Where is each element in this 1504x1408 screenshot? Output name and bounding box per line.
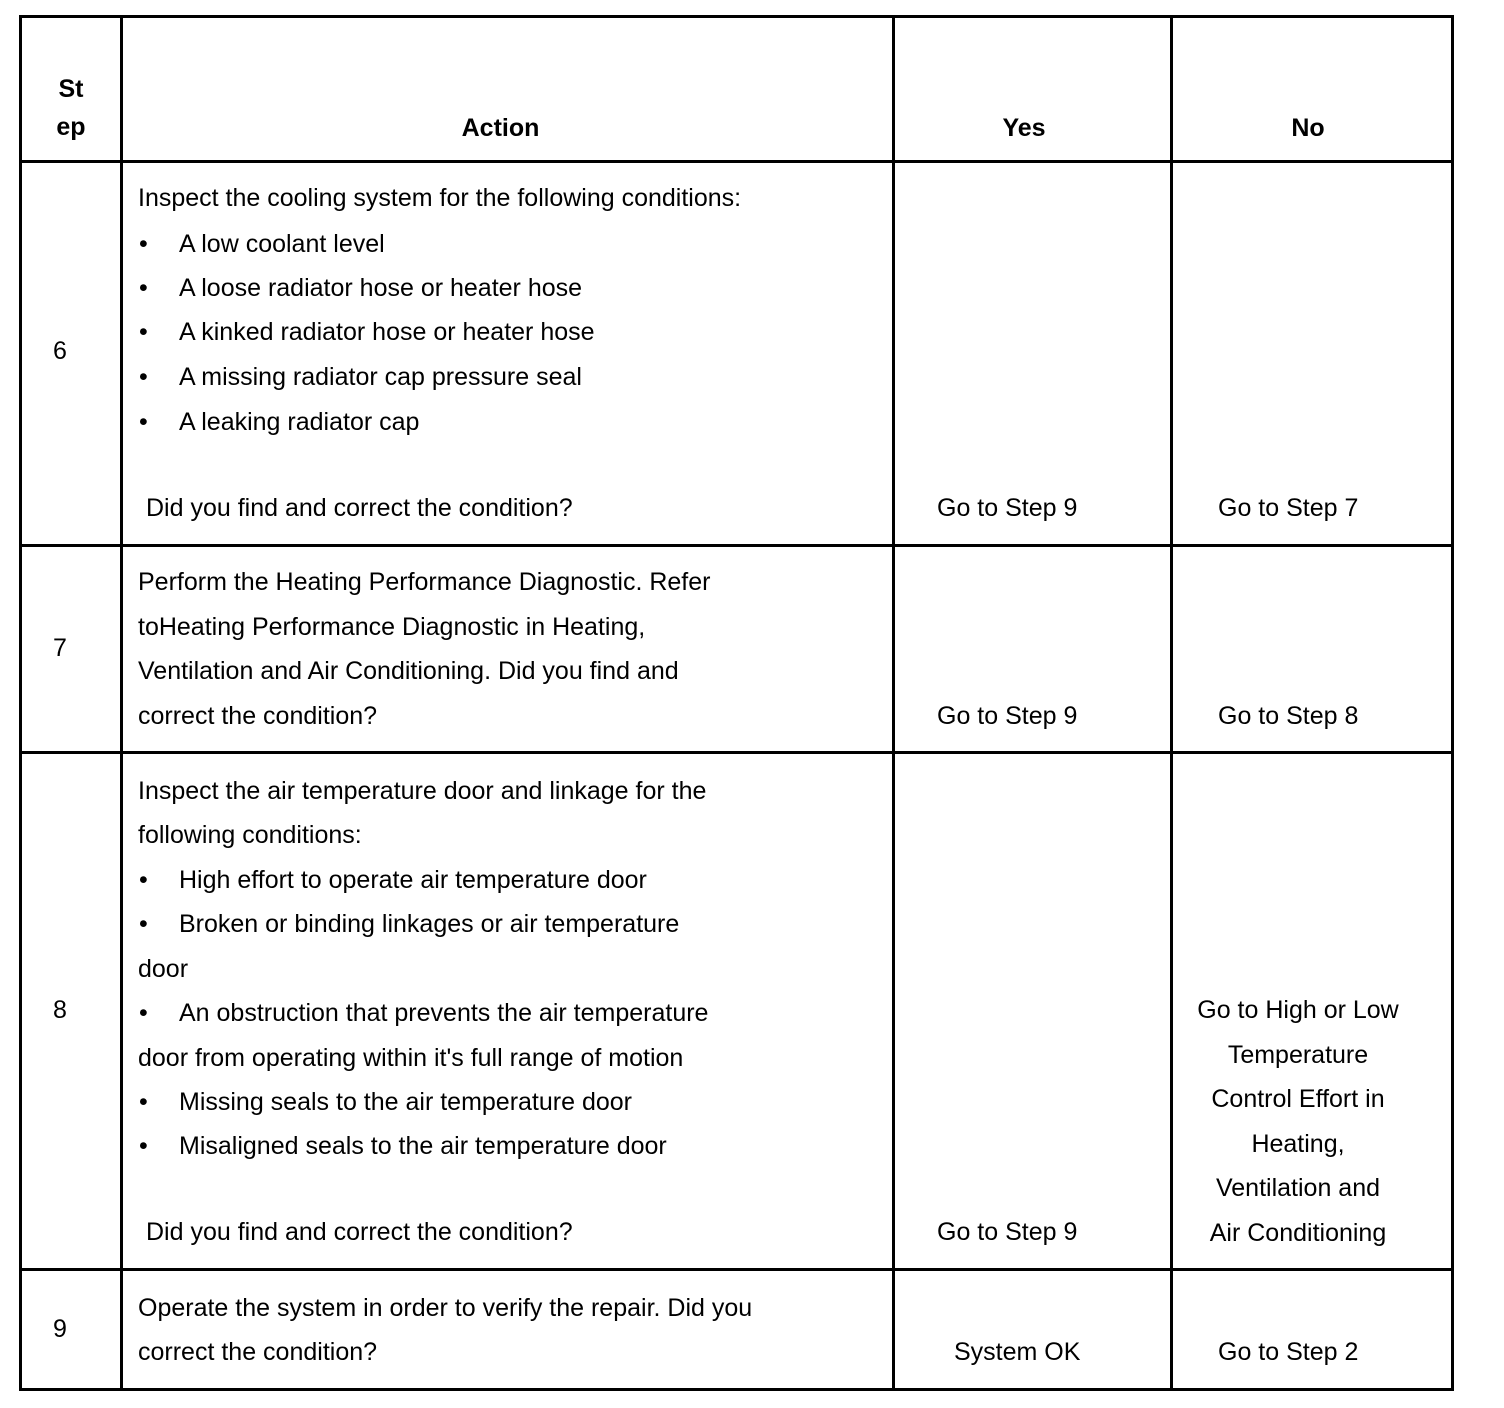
header-step-line1: St: [58, 75, 84, 103]
step9-action-line-2: correct the condition?: [138, 1338, 378, 1366]
step-number-8: 8: [53, 996, 67, 1024]
bullet-text: Broken or binding linkages or air temperature: [179, 910, 680, 938]
step8-no-line-5: Ventilation and: [1215, 1174, 1381, 1202]
bullet-glyph: •: [139, 866, 148, 894]
step8-no-line-4: Heating,: [1251, 1129, 1345, 1158]
table-border-left: [19, 15, 22, 1391]
step8-no-line-2: Temperature: [1227, 1040, 1369, 1069]
diagnostic-table: [19, 15, 1454, 1391]
bullet-glyph: •: [139, 274, 148, 302]
header-step: [22, 70, 120, 146]
step7-action-line-1: Perform the Heating Performance Diagnostic. Refer: [138, 568, 711, 596]
bullet-glyph: •: [139, 910, 148, 938]
bullet-text: A leaking radiator cap: [179, 408, 420, 436]
step9-no: Go to Step 2: [1218, 1338, 1359, 1366]
step6-yes: Go to Step 9: [937, 494, 1078, 522]
bullet-text: A low coolant level: [179, 230, 385, 258]
row-divider-header: [19, 160, 1454, 163]
bullet-text: A kinked radiator hose or heater hose: [179, 318, 595, 346]
bullet-text: A loose radiator hose or heater hose: [179, 274, 583, 302]
step9-action-line-1: Operate the system in order to verify the repair. Did you: [138, 1294, 753, 1322]
step8-intro-line-1: Inspect the air temperature door and linkage for the: [138, 777, 707, 805]
step8-continuation-2: door from operating within it's full range of motion: [138, 1044, 684, 1072]
header-no: No: [1291, 114, 1325, 142]
table-border-right: [1451, 15, 1454, 1391]
bullet-glyph: •: [139, 408, 148, 436]
step7-action-line-3: Ventilation and Air Conditioning. Did you find and: [138, 657, 679, 685]
step6-question: Did you find and correct the condition?: [146, 494, 573, 522]
step9-yes: System OK: [954, 1338, 1081, 1366]
column-divider-1: [120, 15, 123, 1391]
bullet-text: Missing seals to the air temperature door: [179, 1088, 632, 1116]
step8-no-line-1: Go to High or Low: [1197, 996, 1399, 1024]
table-border-bottom: [19, 1388, 1454, 1391]
row-divider-6: [19, 544, 1454, 547]
step7-action-line-4: correct the condition?: [138, 702, 378, 730]
step8-continuation-1: door: [138, 955, 189, 983]
header-action: Action: [461, 114, 540, 142]
step8-no-line-6: Air Conditioning: [1209, 1218, 1387, 1247]
bullet-glyph: •: [139, 1088, 148, 1116]
step8-intro-line-2: following conditions:: [138, 821, 362, 849]
bullet-glyph: •: [139, 363, 148, 391]
bullet-text: High effort to operate air temperature door: [179, 866, 647, 894]
step6-no: Go to Step 7: [1218, 494, 1359, 522]
bullet-glyph: •: [139, 318, 148, 346]
bullet-glyph: •: [139, 230, 148, 258]
step8-question: Did you find and correct the condition?: [146, 1218, 573, 1246]
column-divider-2: [892, 15, 895, 1391]
bullet-text: A missing radiator cap pressure seal: [179, 363, 582, 391]
step6-action-intro: Inspect the cooling system for the following conditions:: [138, 184, 742, 212]
header-yes: Yes: [1002, 114, 1046, 142]
bullet-glyph: •: [139, 999, 148, 1027]
step-number-6: 6: [53, 337, 67, 365]
step-number-9: 9: [53, 1315, 67, 1343]
bullet-text: Misaligned seals to the air temperature door: [179, 1132, 667, 1160]
row-divider-7: [19, 751, 1454, 754]
step8-no: [1173, 988, 1423, 1255]
header-step-line2: ep: [56, 113, 86, 141]
bullet-text: An obstruction that prevents the air temperature: [179, 999, 709, 1027]
row-divider-8: [19, 1268, 1454, 1271]
step7-no: Go to Step 8: [1218, 702, 1359, 730]
step8-no-line-3: Control Effort in: [1211, 1085, 1385, 1113]
step7-action-line-2: toHeating Performance Diagnostic in Heating,: [138, 613, 646, 641]
step-number-7: 7: [53, 634, 67, 662]
bullet-glyph: •: [139, 1132, 148, 1160]
step7-yes: Go to Step 9: [937, 702, 1078, 730]
table-border-top: [19, 15, 1454, 18]
step8-yes: Go to Step 9: [937, 1218, 1078, 1246]
